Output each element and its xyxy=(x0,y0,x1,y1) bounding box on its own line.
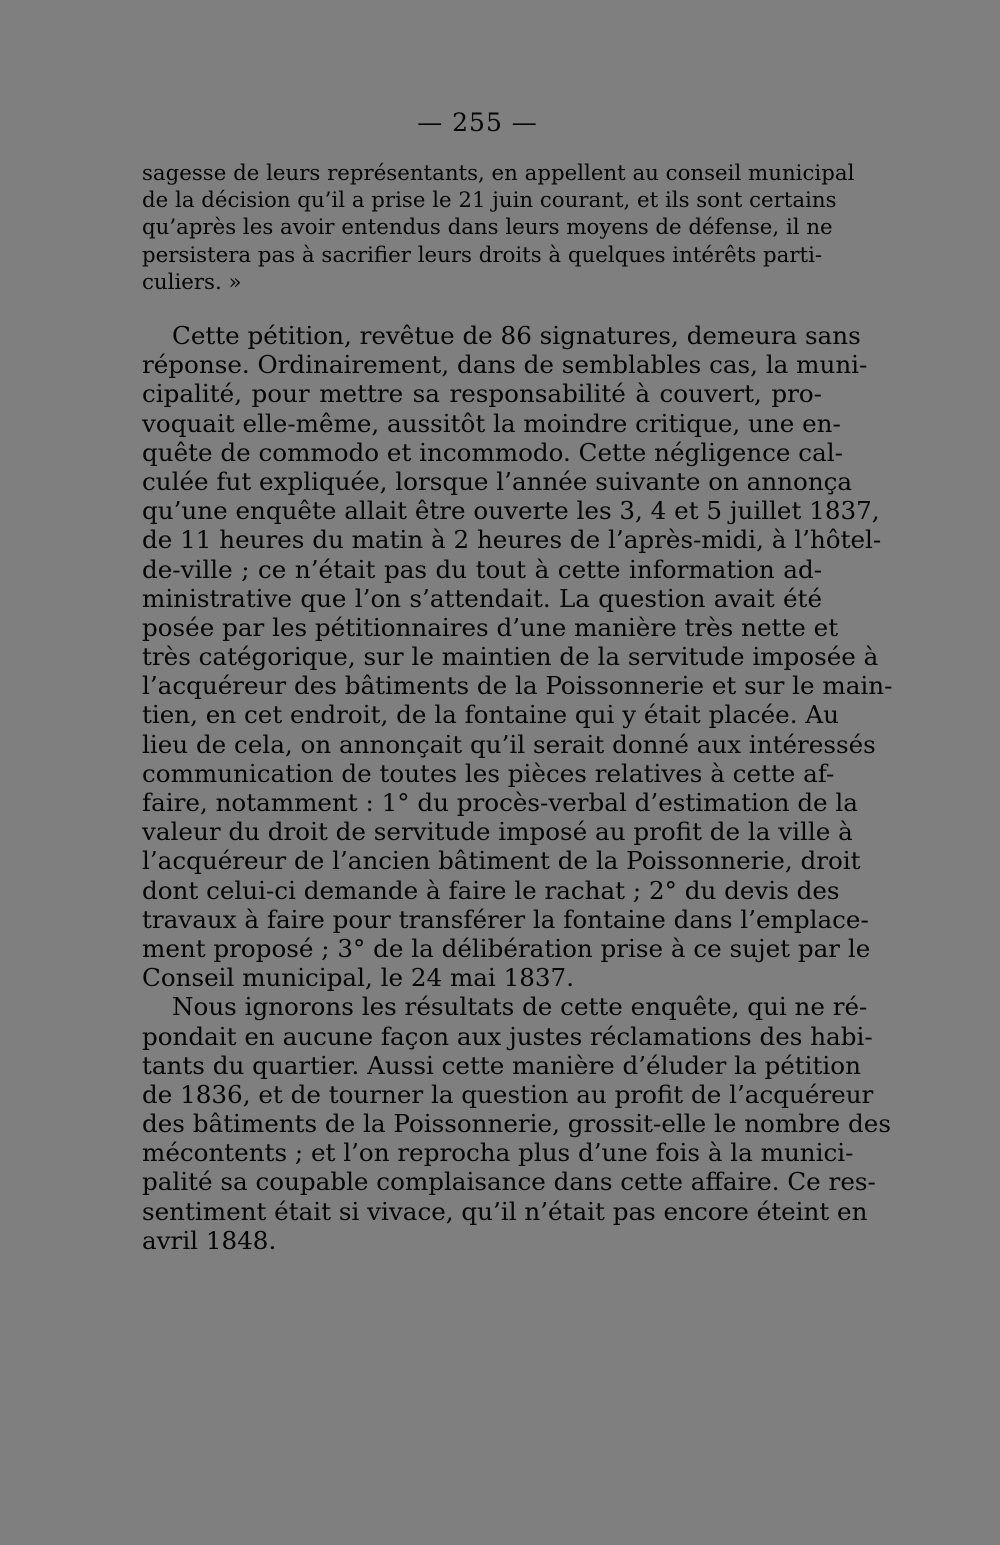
text-line: persistera pas à sacrifier leurs droits à quelques intérêts parti- xyxy=(142,242,823,268)
text-line: mécontents ; et l’on reprocha plus d’une fois à la munici- xyxy=(142,1138,854,1168)
text-line: Conseil municipal, le 24 mai 1837. xyxy=(142,963,575,993)
text-line: l’acquéreur de l’ancien bâtiment de la Poissonnerie, droit xyxy=(142,846,861,876)
text-line: travaux à faire pour transférer la fontaine dans l’emplace- xyxy=(142,904,869,934)
text-line: réponse. Ordinairement, dans de semblables cas, la muni- xyxy=(142,350,868,380)
body-text xyxy=(142,321,893,1255)
paragraph-2 xyxy=(142,992,891,1255)
page-number: — 255 — xyxy=(417,108,538,137)
text-line: ment proposé ; 3° de la délibération prise à ce sujet par le xyxy=(142,933,871,963)
text-line: tien, en cet endroit, de la fontaine qui y était placée. Au xyxy=(142,700,839,730)
text-line: posée par les pétitionnaires d’une manière très nette et xyxy=(142,612,839,642)
text-line: valeur du droit de servitude imposé au profit de la ville à xyxy=(142,817,853,847)
text-line: culée fut expliquée, lorsque l’année suivante on annonça xyxy=(142,466,853,496)
text-line: des bâtiments de la Poissonnerie, grossit-elle le nombre des xyxy=(142,1109,891,1139)
text-line: Cette pétition, revêtue de 86 signatures, demeura sans xyxy=(172,321,861,350)
text-line: très catégorique, sur le maintien de la servitude imposée à xyxy=(142,642,879,672)
text-line: Nous ignorons les résultats de cette enquête, qui ne ré- xyxy=(172,992,868,1022)
text-line: ministrative que l’on s’attendait. La question avait été xyxy=(142,583,822,613)
text-line: quête de commodo et incommodo. Cette négligence cal- xyxy=(142,437,843,467)
text-line: dont celui-ci demande à faire le rachat ; 2° du devis des xyxy=(142,875,840,905)
text-line: faire, notamment : 1° du procès-verbal d’estimation de la xyxy=(142,788,858,817)
text-line: communication de toutes les pièces relatives à cette af- xyxy=(142,758,835,788)
text-line: de la décision qu’il a prise le 21 juin courant, et ils sont certains xyxy=(142,188,837,214)
text-line: sagesse de leurs représentants, en appellent au conseil municipal xyxy=(142,161,855,186)
text-line: de 1836, et de tourner la question au profit de l’acquéreur xyxy=(142,1079,874,1109)
paragraph-1 xyxy=(142,321,893,993)
text-line: sentiment était si vivace, qu’il n’était pas encore éteint en xyxy=(142,1196,868,1226)
text-line: l’acquéreur des bâtiments de la Poissonnerie et sur le main- xyxy=(142,671,893,701)
text-line: de 11 heures du matin à 2 heures de l’après-midi, à l’hôtel- xyxy=(142,525,882,555)
text-line: qu’une enquête allait être ouverte les 3, 4 et 5 juillet 1837, xyxy=(142,496,880,526)
text-line: voquait elle-même, aussitôt la moindre critique, une en- xyxy=(142,408,841,438)
quoted-petition-ending xyxy=(142,160,855,296)
text-line: de-ville ; ce n’était pas du tout à cette information ad- xyxy=(142,554,822,584)
text-line: culiers. » xyxy=(142,269,242,295)
text-line: pondait en aucune façon aux justes réclamations des habi- xyxy=(142,1021,873,1051)
text-line: lieu de cela, on annonçait qu’il serait donné aux intéressés xyxy=(142,729,876,759)
text-line: qu’après les avoir entendus dans leurs moyens de défense, il ne xyxy=(142,215,833,241)
text-line: tants du quartier. Aussi cette manière d’éluder la pétition xyxy=(142,1050,861,1080)
text-line: cipalité, pour mettre sa responsabilité à couvert, pro- xyxy=(142,379,822,409)
text-line: palité sa coupable complaisance dans cette affaire. Ce res- xyxy=(142,1167,876,1197)
text-line: avril 1848. xyxy=(142,1225,277,1255)
